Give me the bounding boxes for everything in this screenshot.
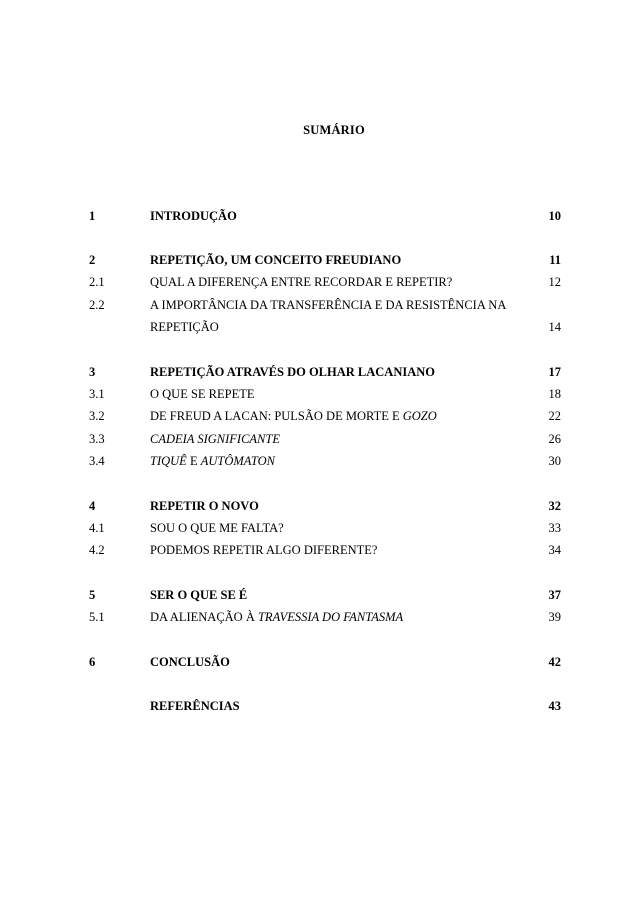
toc-title: INTRODUÇÃO: [150, 209, 237, 223]
toc-title: REPETIÇÃO ATRAVÉS DO OLHAR LACANIANO: [150, 365, 435, 379]
toc-title: SOU O QUE ME FALTA?: [150, 521, 284, 535]
toc-number: 4.1: [89, 521, 105, 535]
toc-entry-4-2: [89, 541, 561, 559]
toc-title: REPETIÇÃO: [150, 320, 219, 334]
toc-title-text: E: [186, 454, 201, 468]
page-title: SUMÁRIO: [303, 123, 365, 137]
toc-number: 2.2: [89, 298, 105, 312]
toc-entry-3-4: [89, 452, 561, 470]
toc-entry-references: [89, 697, 561, 715]
toc-title-italic: GOZO: [402, 409, 437, 423]
toc-page-number: 22: [548, 409, 561, 423]
toc-page-number: 30: [548, 454, 561, 468]
toc-title: [150, 452, 275, 470]
toc-page-number: 34: [548, 543, 561, 557]
toc-number: 2: [89, 253, 96, 267]
toc-number: 6: [89, 655, 96, 669]
toc-entry-3-2: [89, 407, 561, 425]
toc-number: 3.4: [89, 454, 105, 468]
toc-title: SER O QUE SE É: [150, 588, 248, 602]
toc-entry-2: [89, 251, 561, 269]
toc-title-italic: TRAVESSIA DO FANTASMA: [257, 610, 404, 624]
toc-entry-5: [89, 586, 561, 604]
toc-page-number: 32: [548, 499, 561, 513]
toc-title: [150, 407, 437, 425]
toc-entry-2-2-continuation: [89, 318, 561, 336]
toc-title-italic: AUTÔMATON: [200, 454, 276, 468]
toc-page-number: 12: [548, 275, 561, 289]
toc-entry-4-1: [89, 519, 561, 537]
toc-title: REPETIÇÃO, UM CONCEITO FREUDIANO: [150, 253, 402, 267]
toc-number: 1: [89, 209, 96, 223]
toc-number: 3.3: [89, 432, 105, 446]
toc-number: 5: [89, 588, 96, 602]
toc-number: 3.2: [89, 409, 105, 423]
toc-page-number: 42: [548, 655, 561, 669]
toc-title: CONCLUSÃO: [150, 655, 230, 669]
toc-title: [150, 608, 403, 626]
toc-title: A IMPORTÂNCIA DA TRANSFERÊNCIA E DA RESISTÊNCIA NA: [150, 298, 507, 312]
toc-page-number: 14: [548, 320, 561, 334]
toc-page-number: 39: [548, 610, 561, 624]
toc-page-number: 33: [548, 521, 561, 535]
toc-number: 3.1: [89, 387, 105, 401]
toc-title: PODEMOS REPETIR ALGO DIFERENTE?: [150, 543, 378, 557]
toc-title: REFERÊNCIAS: [150, 699, 240, 713]
toc-number: 4.2: [89, 543, 105, 557]
toc-title-italic: TIQUÊ: [150, 454, 187, 468]
toc-entry-4: [89, 497, 561, 515]
toc-title: O QUE SE REPETE: [150, 387, 255, 401]
toc-number: 5.1: [89, 610, 105, 624]
toc-page-number: 26: [548, 432, 561, 446]
toc-title: QUAL A DIFERENÇA ENTRE RECORDAR E REPETIR?: [150, 275, 453, 289]
toc-entry-6: [89, 653, 561, 671]
toc-entry-2-1: [89, 273, 561, 291]
toc-entry-3-1: [89, 385, 561, 403]
toc-entry-1: [89, 207, 561, 225]
toc-page-number: 37: [548, 588, 561, 602]
toc-title-italic: CADEIA SIGNIFICANTE: [150, 432, 280, 446]
toc-page-number: 18: [548, 387, 561, 401]
toc-entry-2-2: [89, 296, 561, 314]
toc-entry-3: [89, 363, 561, 381]
toc-page-number: 10: [548, 209, 561, 223]
toc-page-number: 43: [548, 699, 561, 713]
toc-title-text: DA ALIENAÇÃO À: [150, 610, 258, 624]
toc-page-number: 11: [549, 253, 561, 267]
toc-entry-5-1: [89, 608, 561, 626]
toc-number: 4: [89, 499, 96, 513]
toc-title: [150, 430, 280, 448]
toc-number: 3: [89, 365, 96, 379]
toc-page-number: 17: [548, 365, 561, 379]
toc-number: 2.1: [89, 275, 105, 289]
toc-entry-3-3: [89, 430, 561, 448]
toc-title-text: DE FREUD A LACAN: PULSÃO DE MORTE E: [150, 409, 403, 423]
toc-title: REPETIR O NOVO: [150, 499, 259, 513]
